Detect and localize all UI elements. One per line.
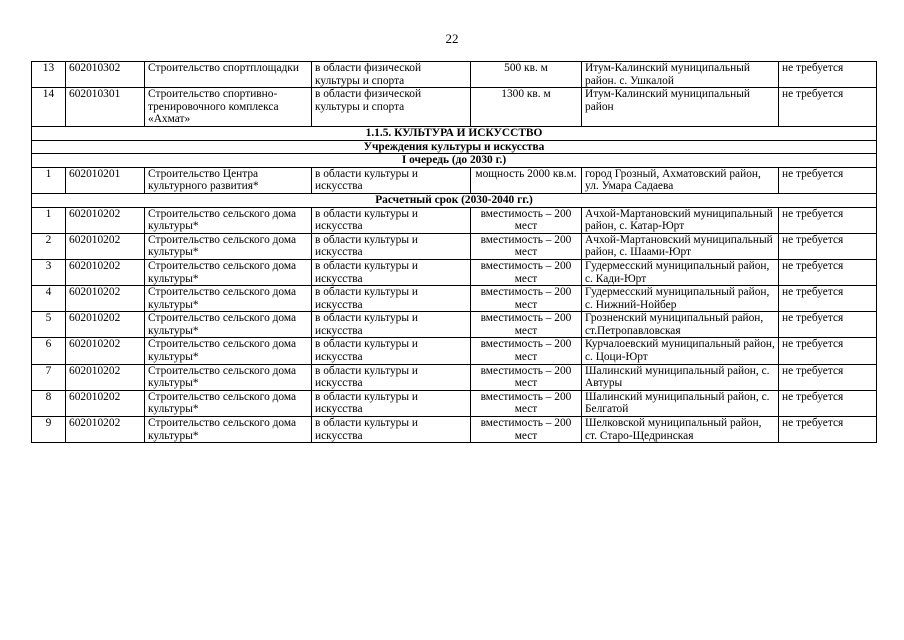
object-name: Строительство сельского дома культуры* xyxy=(145,233,312,259)
section-title: 1.1.5. КУЛЬТУРА И ИСКУССТВО xyxy=(32,126,877,140)
object-status: не требуется xyxy=(779,207,877,233)
row-number: 13 xyxy=(32,62,66,88)
object-status: не требуется xyxy=(779,338,877,364)
object-area: в области культуры и искусства xyxy=(312,312,471,338)
stage2-title-row xyxy=(32,193,877,207)
object-area: в области культуры и искусства xyxy=(312,286,471,312)
object-code: 602010202 xyxy=(66,390,145,416)
subsection-title: Учреждения культуры и искусства xyxy=(32,140,877,154)
stage1-title: I очередь (до 2030 г.) xyxy=(32,154,877,168)
object-capacity: вместимость – 200 мест xyxy=(471,286,582,312)
object-code: 602010202 xyxy=(66,233,145,259)
object-name: Строительство сельского дома культуры* xyxy=(145,207,312,233)
object-status: не требуется xyxy=(779,364,877,390)
table-row xyxy=(32,312,877,338)
object-location: Ачхой-Мартановский муниципальный район, с. Катар-Юрт xyxy=(582,207,779,233)
object-code: 602010202 xyxy=(66,364,145,390)
object-area: в области культуры и искусства xyxy=(312,259,471,285)
row-number: 3 xyxy=(32,259,66,285)
object-location: Гудермесский муниципальный район, с. Нижний-Нойбер xyxy=(582,286,779,312)
table-row xyxy=(32,417,877,443)
object-area: в области культуры и искусства xyxy=(312,390,471,416)
object-status: не требуется xyxy=(779,286,877,312)
table-row xyxy=(32,233,877,259)
object-code: 602010202 xyxy=(66,207,145,233)
object-capacity: вместимость – 200 мест xyxy=(471,364,582,390)
object-location: Итум-Калинский муниципальный район xyxy=(582,88,779,127)
row-number: 2 xyxy=(32,233,66,259)
object-location: Гудермесский муниципальный район, с. Кади-Юрт xyxy=(582,259,779,285)
object-capacity: вместимость – 200 мест xyxy=(471,417,582,443)
object-location: Шелковской муниципальный район, ст. Старо-Щедринская xyxy=(582,417,779,443)
object-area: в области культуры и искусства xyxy=(312,364,471,390)
object-code: 602010201 xyxy=(66,167,145,193)
row-number: 1 xyxy=(32,207,66,233)
objects-table xyxy=(31,61,877,443)
table-row xyxy=(32,207,877,233)
object-area: в области культуры и искусства xyxy=(312,233,471,259)
object-area: в области культуры и искусства xyxy=(312,167,471,193)
object-status: не требуется xyxy=(779,88,877,127)
table-row xyxy=(32,259,877,285)
row-number: 5 xyxy=(32,312,66,338)
table-row xyxy=(32,167,877,193)
object-capacity: 500 кв. м xyxy=(471,62,582,88)
table-row xyxy=(32,62,877,88)
row-number: 9 xyxy=(32,417,66,443)
object-location: Курчалоевский муниципальный район, с. Цоци-Юрт xyxy=(582,338,779,364)
table-row xyxy=(32,286,877,312)
object-location: Грозненский муниципальный район, ст.Петропавловская xyxy=(582,312,779,338)
stage2-title: Расчетный срок (2030-2040 гг.) xyxy=(32,193,877,207)
object-status: не требуется xyxy=(779,62,877,88)
object-name: Строительство сельского дома культуры* xyxy=(145,338,312,364)
row-number: 4 xyxy=(32,286,66,312)
object-status: не требуется xyxy=(779,259,877,285)
object-area: в области культуры и искусства xyxy=(312,338,471,364)
object-name: Строительство спортивно-тренировочного комплекса «Ахмат» xyxy=(145,88,312,127)
object-area: в области физической культуры и спорта xyxy=(312,88,471,127)
object-code: 602010202 xyxy=(66,338,145,364)
table-row xyxy=(32,364,877,390)
page-number: 22 xyxy=(445,31,459,46)
object-code: 602010302 xyxy=(66,62,145,88)
table-row xyxy=(32,88,877,127)
object-location: Ачхой-Мартановский муниципальный район, с. Шаами-Юрт xyxy=(582,233,779,259)
object-name: Строительство сельского дома культуры* xyxy=(145,286,312,312)
object-name: Строительство Центра культурного развития* xyxy=(145,167,312,193)
object-location: Шалинский муниципальный район, с. Белгатой xyxy=(582,390,779,416)
object-location: Итум-Калинский муниципальный район. с. Ушкалой xyxy=(582,62,779,88)
object-code: 602010202 xyxy=(66,259,145,285)
object-name: Строительство сельского дома культуры* xyxy=(145,312,312,338)
object-status: не требуется xyxy=(779,312,877,338)
row-number: 14 xyxy=(32,88,66,127)
object-code: 602010202 xyxy=(66,312,145,338)
object-capacity: вместимость – 200 мест xyxy=(471,207,582,233)
object-status: не требуется xyxy=(779,233,877,259)
row-number: 7 xyxy=(32,364,66,390)
table-row xyxy=(32,390,877,416)
object-name: Строительство сельского дома культуры* xyxy=(145,390,312,416)
subsection-title-row xyxy=(32,140,877,154)
stage1-title-row xyxy=(32,154,877,168)
object-name: Строительство сельского дома культуры* xyxy=(145,364,312,390)
section-title-row xyxy=(32,126,877,140)
object-capacity: мощность 2000 кв.м. xyxy=(471,167,582,193)
object-capacity: вместимость – 200 мест xyxy=(471,312,582,338)
row-number: 1 xyxy=(32,167,66,193)
object-capacity: вместимость – 200 мест xyxy=(471,233,582,259)
object-name: Строительство сельского дома культуры* xyxy=(145,417,312,443)
object-location: Шалинский муниципальный район, с. Автуры xyxy=(582,364,779,390)
object-area: в области культуры и искусства xyxy=(312,207,471,233)
object-status: не требуется xyxy=(779,417,877,443)
object-capacity: вместимость – 200 мест xyxy=(471,338,582,364)
object-name: Строительство спортплощадки xyxy=(145,62,312,88)
object-capacity: вместимость – 200 мест xyxy=(471,390,582,416)
row-number: 6 xyxy=(32,338,66,364)
table-row xyxy=(32,338,877,364)
object-capacity: вместимость – 200 мест xyxy=(471,259,582,285)
object-capacity: 1300 кв. м xyxy=(471,88,582,127)
object-code: 602010301 xyxy=(66,88,145,127)
object-area: в области культуры и искусства xyxy=(312,417,471,443)
object-code: 602010202 xyxy=(66,286,145,312)
object-location: город Грозный, Ахматовский район, ул. Умара Садаева xyxy=(582,167,779,193)
object-area: в области физической культуры и спорта xyxy=(312,62,471,88)
object-status: не требуется xyxy=(779,167,877,193)
object-name: Строительство сельского дома культуры* xyxy=(145,259,312,285)
row-number: 8 xyxy=(32,390,66,416)
object-status: не требуется xyxy=(779,390,877,416)
object-code: 602010202 xyxy=(66,417,145,443)
